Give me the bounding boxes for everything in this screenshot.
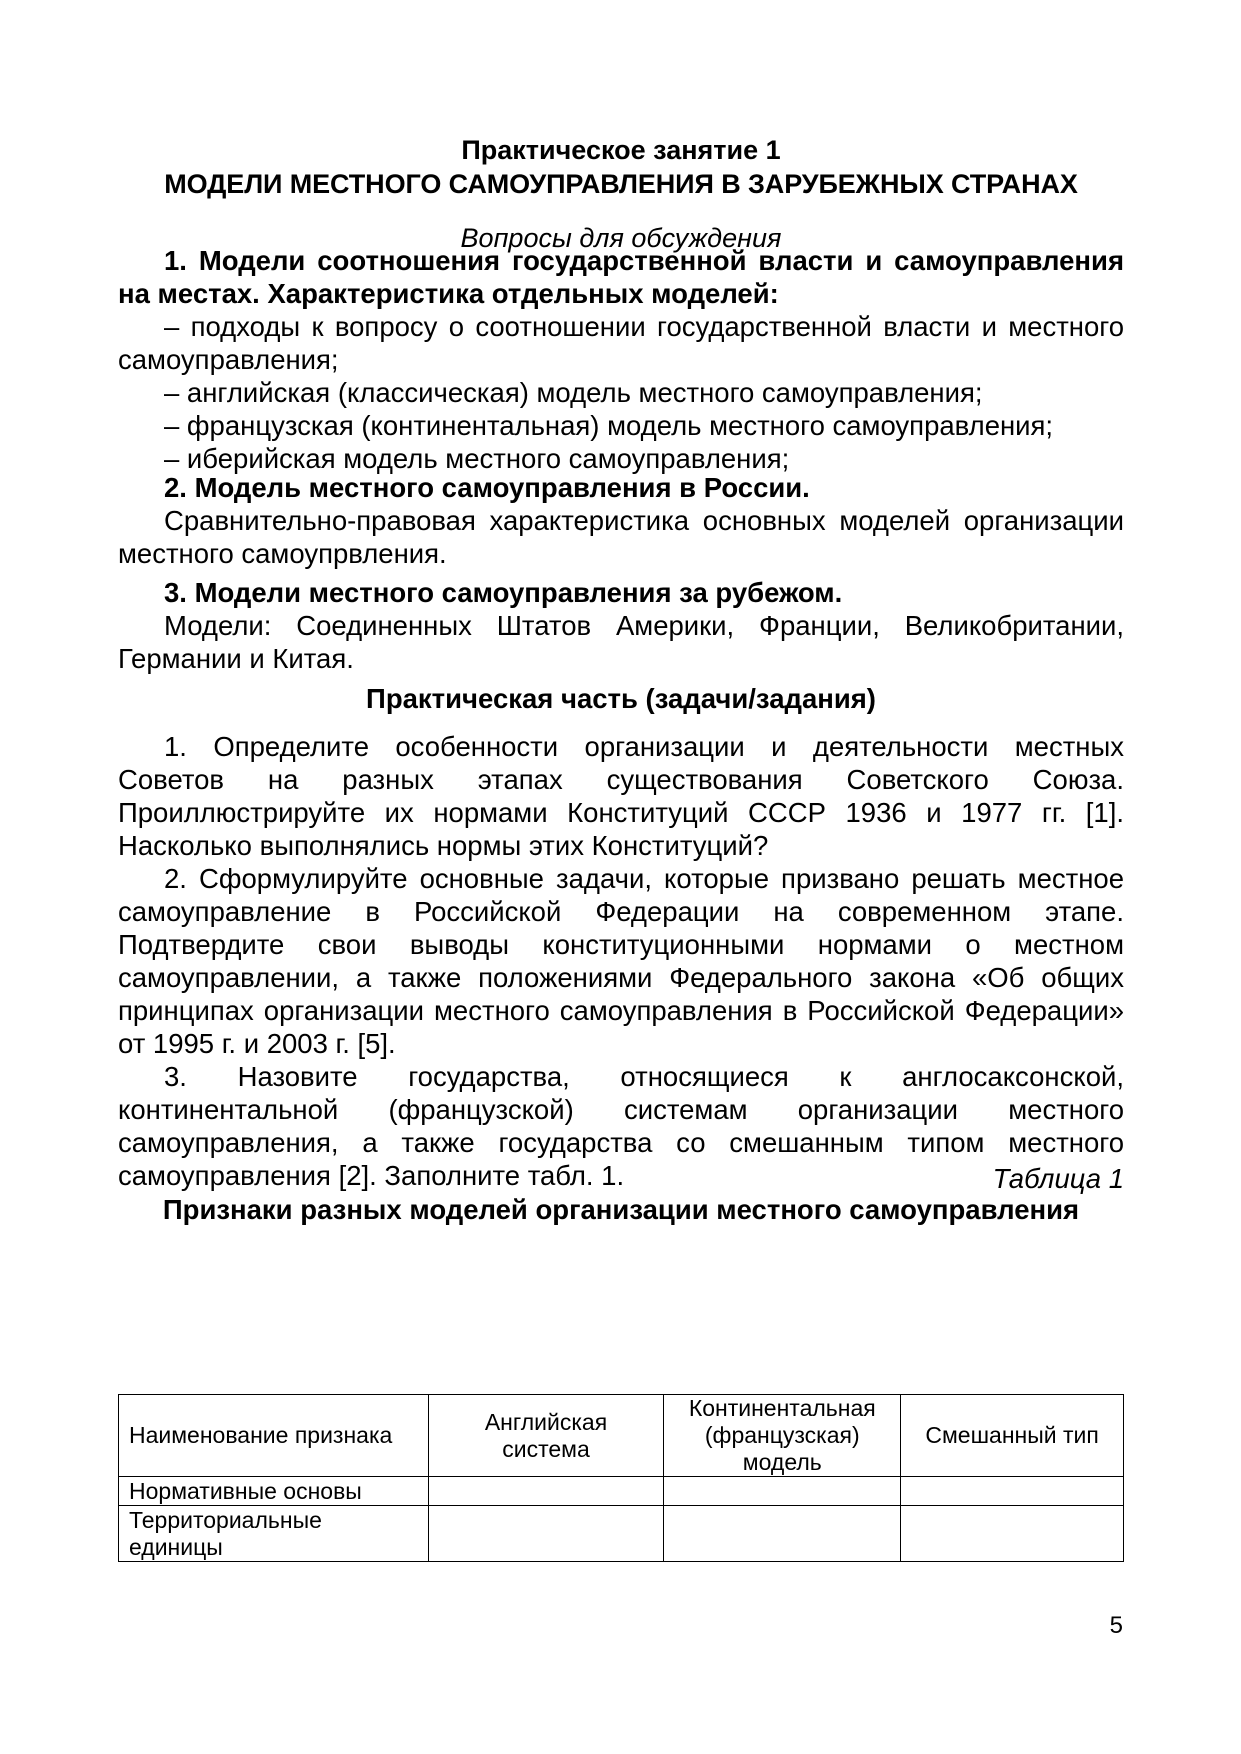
practice-tasks — [118, 730, 1124, 1192]
question-2 — [118, 471, 1124, 570]
task-1: 1. Определите особенности организации и деятельности местных Советов на разных этапах существования Советского Союза. Проиллюстрируйте их нормами Конституций СССР 1936 и 1977 гг. [1]. Насколько выполнялись нормы этих Конституций? — [118, 731, 1124, 861]
table-row — [119, 1477, 1124, 1506]
table-cell — [901, 1506, 1124, 1562]
header-cell: Наименование признака — [119, 1395, 429, 1477]
table-header-row — [119, 1395, 1124, 1477]
task-3: 3. Назовите государства, относящиеся к англосаксонской, континентальной (французской) системам организации местного самоуправления, а также государства со смешанным типом местного самоуправления [2]. Заполните табл. 1. — [118, 1061, 1124, 1191]
question-1-item: – французская (континентальная) модель местного самоуправления; — [164, 410, 1054, 441]
practice-heading: Практическая часть (задачи/задания) — [366, 683, 876, 714]
question-1-item: – иберийская модель местного самоуправления; — [164, 443, 790, 474]
question-1-title: 1. Модели соотношения государственной власти и самоуправления на местах. Характеристика отдельных моделей: — [118, 245, 1124, 309]
table-row — [119, 1506, 1124, 1562]
table-label: Таблица 1 — [992, 1163, 1124, 1194]
header-cell: Английская система — [428, 1395, 664, 1477]
table-cell — [901, 1477, 1124, 1506]
question-2-title: 2. Модель местного самоуправления в России. — [164, 472, 810, 503]
table-cell — [428, 1506, 664, 1562]
table-cell — [664, 1506, 901, 1562]
table-title: Признаки разных моделей организации местного самоуправления — [162, 1194, 1080, 1225]
table-cell: Территориальные единицы — [119, 1506, 429, 1562]
question-3-text: Модели: Соединенных Штатов Америки, Франции, Великобритании, Германии и Китая. — [118, 610, 1124, 674]
table-cell — [428, 1477, 664, 1506]
topic-title: МОДЕЛИ МЕСТНОГО САМОУПРАВЛЕНИЯ В ЗАРУБЕЖНЫХ СТРАНАХ — [164, 169, 1078, 199]
question-1 — [118, 244, 1124, 475]
header-cell: Смешанный тип — [901, 1395, 1124, 1477]
table-cell — [664, 1477, 901, 1506]
question-2-text: Сравнительно-правовая характеристика основных моделей организации местного самоупрвления. — [118, 505, 1124, 569]
question-3-title: 3. Модели местного самоуправления за рубежом. — [164, 577, 843, 608]
question-3 — [118, 576, 1124, 675]
features-table — [118, 1394, 1124, 1562]
page-number: 5 — [1109, 1612, 1123, 1639]
questions-heading: Вопросы для обсуждения — [460, 223, 782, 253]
table-cell: Нормативные основы — [119, 1477, 429, 1506]
task-2: 2. Сформулируйте основные задачи, которые призвано решать местное самоуправление в Российской Федерации на современном этапе. Подтвердите свои выводы конституционными нормами о местном самоуправлении, а также положениями Федерального закона «Об общих принципах организации местного самоуправления в Российской Федерации» от 1995 г. и 2003 г. [5]. — [118, 863, 1124, 1059]
header-cell: Континентальная (французская) модель — [664, 1395, 901, 1477]
question-1-item: – английская (классическая) модель местного самоуправления; — [164, 377, 983, 408]
lesson-title: Практическое занятие 1 — [461, 135, 781, 165]
question-1-item: – подходы к вопросу о соотношении государственной власти и местного самоуправления; — [118, 311, 1124, 375]
